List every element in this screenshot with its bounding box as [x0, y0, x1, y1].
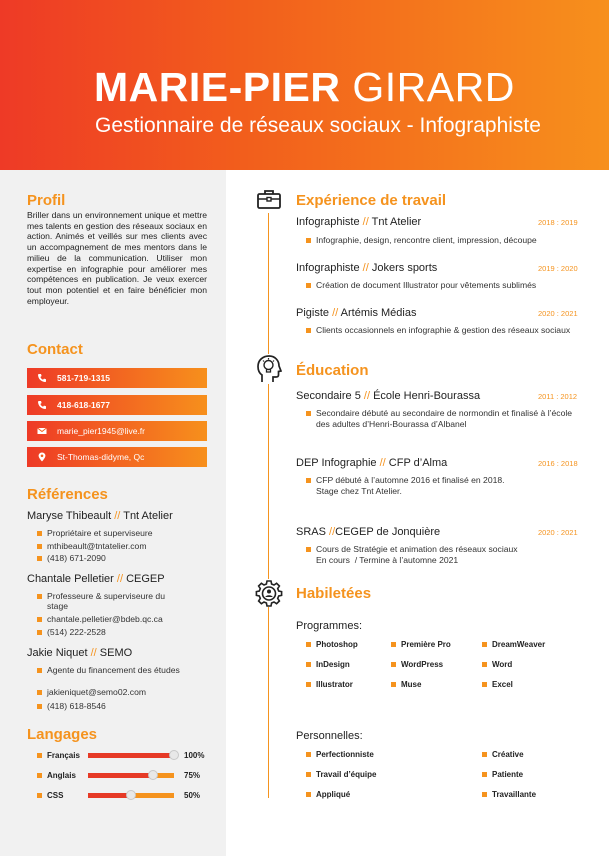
education-heading: SRAS //CEGEP de Jonquière — [296, 526, 441, 538]
bullet — [306, 328, 311, 333]
language-percent: 50% — [184, 791, 201, 800]
skill-program: Première Pro — [401, 640, 451, 649]
education-date: 2020 : 2021 — [538, 528, 578, 537]
skills-title: Habiletées — [296, 585, 372, 602]
skill-program: DreamWeaver — [492, 640, 546, 649]
skill-program: Illustrator — [316, 680, 353, 689]
job-company: Artémis Médias — [340, 307, 417, 319]
language-bar-knob[interactable] — [169, 750, 179, 760]
experience-title: Expérience de travail — [296, 192, 447, 209]
skill-program: Muse — [401, 680, 422, 689]
reference-name: Chantale Pelletier // CEGEP — [27, 573, 165, 585]
job-subtitle: Gestionnaire de réseaux sociaux - Infographiste — [95, 114, 541, 137]
full-name — [94, 64, 515, 111]
bullet — [306, 682, 311, 687]
skill-personal: Créative — [492, 750, 524, 759]
timeline-line — [268, 213, 269, 798]
bullet — [482, 772, 487, 777]
bullet — [306, 642, 311, 647]
language-percent: 75% — [184, 771, 201, 780]
location-pin-icon — [37, 452, 47, 462]
reference-company: Tnt Atelier — [123, 510, 173, 522]
job-heading: Pigiste // Artémis Médias — [296, 307, 417, 319]
language-name: CSS — [47, 791, 64, 800]
contact-phone-1-text: 581-719-1315 — [57, 373, 110, 383]
reference-person: Jakie Niquet — [27, 647, 88, 659]
skill-personal: Perfectionniste — [316, 750, 374, 759]
reference-phone: (418) 671-2090 — [47, 553, 106, 563]
bullet — [37, 531, 42, 536]
skill-personal: Appliqué — [316, 790, 351, 799]
contact-phone-2-text: 418-618-1677 — [57, 400, 110, 410]
language-bar — [88, 773, 174, 778]
job-company: Tnt Atelier — [371, 216, 422, 228]
education-description-line2: En cours / Termine à l’automne 2021 — [316, 555, 459, 565]
skill-personal: Patiente — [492, 770, 524, 779]
bullet — [306, 662, 311, 667]
language-bar-fill — [88, 793, 131, 798]
programs-label: Programmes: — [296, 620, 363, 632]
gear-person-icon — [255, 579, 283, 607]
bullet — [306, 547, 311, 552]
skill-personal: Travaillante — [492, 790, 537, 799]
education-title: Éducation — [296, 362, 369, 379]
skill-program: InDesign — [316, 660, 350, 669]
education-school: École Henri-Bourassa — [373, 390, 481, 402]
education-degree: DEP Infographie — [296, 457, 377, 469]
bullet — [37, 594, 42, 599]
skill-program: Word — [492, 660, 513, 669]
education-date: 2011 : 2012 — [538, 392, 578, 401]
first-name: MARIE-PIER — [94, 64, 341, 110]
education-heading: Secondaire 5 // École Henri-Bourassa — [296, 390, 481, 402]
phone-icon — [37, 373, 47, 383]
profile-title: Profil — [27, 192, 66, 209]
bullet — [37, 556, 42, 561]
language-name: Français — [47, 751, 80, 760]
job-company: Jokers sports — [371, 262, 438, 274]
mail-icon — [37, 426, 47, 436]
job-date: 2020 : 2021 — [538, 309, 578, 318]
language-bar — [88, 793, 174, 798]
bullet — [37, 704, 42, 709]
contact-title: Contact — [27, 341, 83, 358]
references-title: Références — [27, 486, 108, 503]
personal-label: Personnelles: — [296, 730, 363, 742]
bullet — [306, 478, 311, 483]
education-school: CEGEP de Jonquière — [335, 526, 441, 538]
bullet — [482, 792, 487, 797]
job-description: Clients occasionnels en infographie & gestion des réseaux sociaux — [316, 325, 571, 335]
education-date: 2016 : 2018 — [538, 459, 578, 468]
language-bar-fill — [88, 773, 153, 778]
education-school: CFP d’Alma — [388, 457, 448, 469]
job-heading: Infographiste // Jokers sports — [296, 262, 438, 274]
reference-line: Agente du financement des études — [47, 665, 180, 675]
reference-email[interactable]: jakieniquet@semo02.com — [47, 687, 147, 697]
bullet — [37, 617, 42, 622]
job-role: Infographiste — [296, 262, 360, 274]
bullet — [482, 682, 487, 687]
language-percent: 100% — [184, 751, 205, 760]
bullet — [306, 283, 311, 288]
bullet — [37, 630, 42, 635]
skill-program: WordPress — [401, 660, 444, 669]
briefcase-icon — [256, 188, 282, 212]
contact-email[interactable] — [27, 421, 207, 441]
bullet — [306, 238, 311, 243]
bullet — [37, 544, 42, 549]
education-description-line2: Stage chez Tnt Atelier. — [316, 486, 402, 496]
job-description: Infographie, design, rencontre client, impression, découpe — [316, 235, 537, 245]
phone-icon — [37, 400, 47, 410]
education-description: Cours de Stratégie et animation des réseaux sociaux — [316, 544, 518, 554]
bullet — [482, 752, 487, 757]
last-name: GIRARD — [352, 64, 515, 110]
language-bar-fill — [88, 753, 174, 758]
job-date: 2019 : 2020 — [538, 264, 578, 273]
job-description: Création de document Illustrator pour vêtements sublimés — [316, 280, 537, 290]
language-bar-knob[interactable] — [126, 790, 136, 800]
contact-email-text: marie_pier1945@live.fr — [57, 426, 146, 436]
bullet — [37, 793, 42, 798]
bullet — [391, 662, 396, 667]
skill-personal: Travail d’équipe — [316, 770, 377, 779]
bullet — [37, 753, 42, 758]
bullet — [37, 690, 42, 695]
header-banner — [0, 0, 609, 170]
bullet — [306, 772, 311, 777]
reference-email[interactable]: mthibeault@tntatelier.com — [47, 541, 147, 551]
contact-location-text: St-Thomas-didyme, Qc — [57, 452, 145, 462]
bullet — [391, 682, 396, 687]
reference-company: CEGEP — [126, 573, 165, 585]
reference-phone: (418) 618-8546 — [47, 701, 106, 711]
job-role: Infographiste — [296, 216, 360, 228]
head-lightbulb-icon — [256, 354, 282, 384]
education-description: CFP débuté à l’automne 2016 et finalisé en 2018. — [316, 475, 505, 485]
reference-phone: (514) 222-2528 — [47, 627, 106, 637]
job-role: Pigiste — [296, 307, 330, 319]
reference-name: Jakie Niquet // SEMO — [27, 647, 133, 659]
job-heading: Infographiste // Tnt Atelier — [296, 216, 422, 228]
bullet — [306, 792, 311, 797]
bullet — [37, 668, 42, 673]
bullet — [37, 773, 42, 778]
reference-line: Professeure & superviseure du stage — [47, 591, 165, 611]
contact-phone-1[interactable] — [27, 368, 207, 388]
bullet — [482, 662, 487, 667]
language-name: Anglais — [47, 771, 76, 780]
skill-program: Excel — [492, 680, 513, 689]
reference-line: Propriétaire et superviseure — [47, 528, 153, 538]
contact-phone-2[interactable] — [27, 395, 207, 415]
reference-person: Chantale Pelletier — [27, 573, 114, 585]
education-heading: DEP Infographie // CFP d’Alma — [296, 457, 448, 469]
reference-person: Maryse Thibeault — [27, 510, 112, 522]
skill-program: Photoshop — [316, 640, 358, 649]
bullet — [306, 752, 311, 757]
job-date: 2018 : 2019 — [538, 218, 578, 227]
education-degree: Secondaire 5 — [296, 390, 361, 402]
bullet — [482, 642, 487, 647]
reference-email[interactable]: chantale.pelletier@bdeb.qc.ca — [47, 614, 163, 624]
language-bar-knob[interactable] — [148, 770, 158, 780]
language-bar — [88, 753, 174, 758]
education-description: Secondaire débuté au secondaire de normondin et finalisé à l’école des adultes d’Henri-Bourassa d’Albanel — [316, 408, 573, 429]
bullet — [391, 642, 396, 647]
contact-location[interactable] — [27, 447, 207, 467]
education-degree: SRAS — [296, 526, 326, 538]
reference-name: Maryse Thibeault // Tnt Atelier — [27, 510, 173, 522]
reference-company: SEMO — [99, 647, 133, 659]
bullet — [306, 411, 311, 416]
profile-text: Briller dans un environnement unique et mettre mes talents en gestion des réseaux sociaux en action. Animés et veillés sur mes clients avec un accompagnement de mes mentors dans le milieu de la communication. Utiliser mon expertise en infographie pour améliorer mes compétences en publication. Je veux exercer tout mon potentiel et en faire bénéficier mon employeur. — [27, 210, 207, 306]
languages-title: Langages — [27, 726, 98, 743]
